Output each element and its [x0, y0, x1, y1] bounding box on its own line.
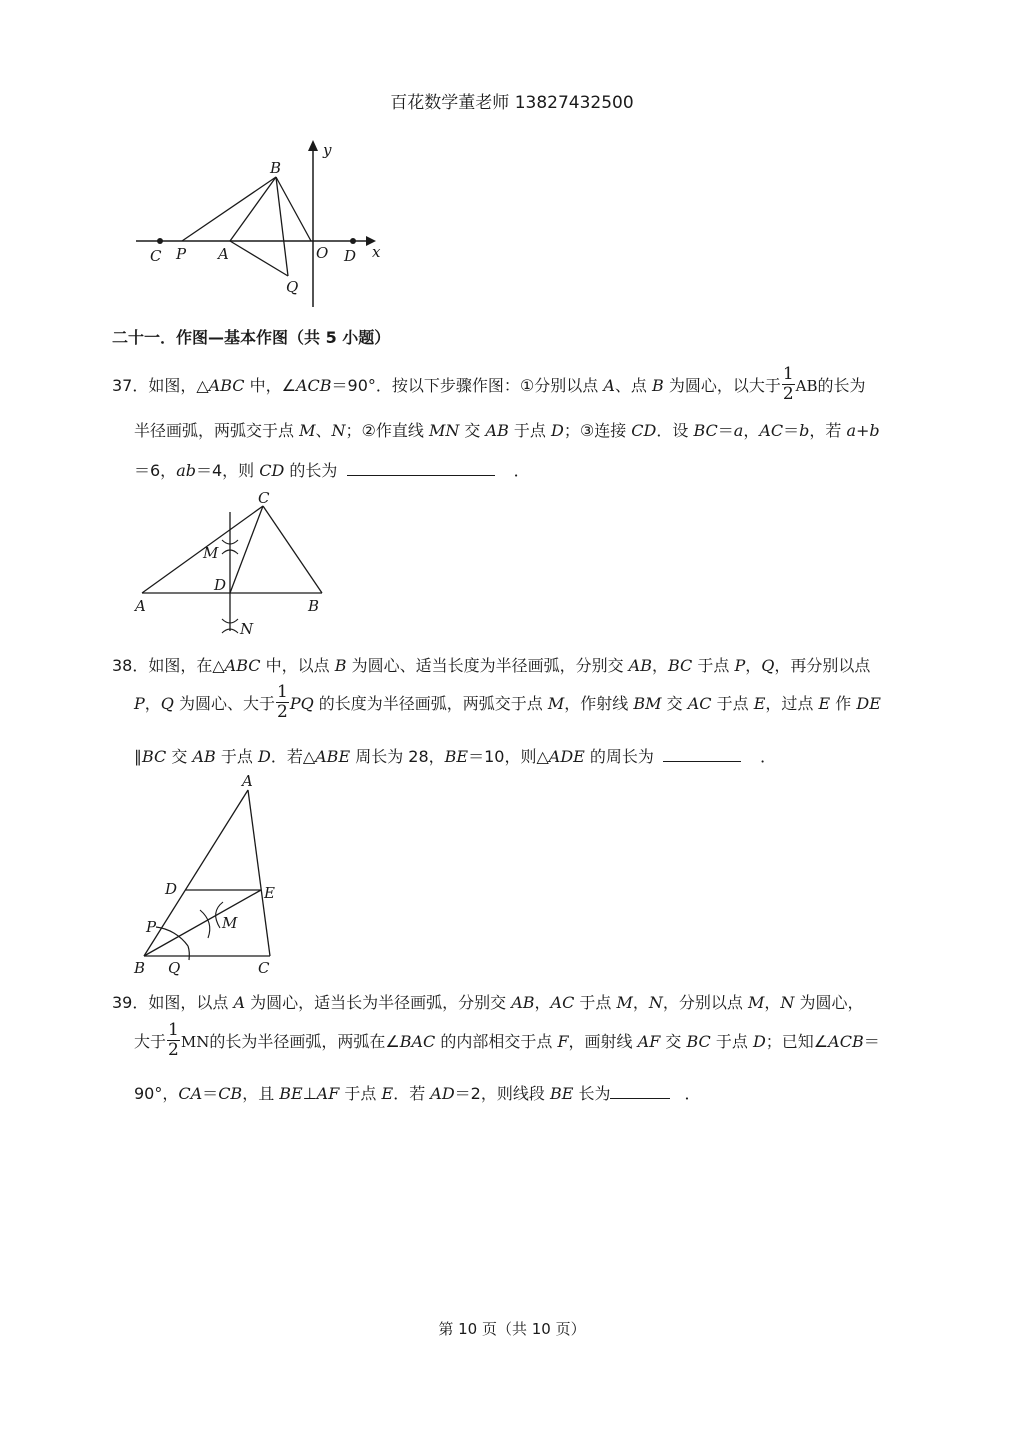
label-B: B: [270, 159, 282, 177]
label-P: P: [146, 918, 157, 936]
label-E: E: [264, 884, 275, 902]
label-x: x: [372, 243, 381, 261]
fraction-numerator: 1: [277, 682, 288, 702]
text: 交: [660, 1032, 687, 1051]
fraction-one-half: [782, 366, 795, 403]
text: 为圆心，: [794, 993, 864, 1012]
text: DE: [856, 694, 881, 713]
page-header: 百花数学董老师 13827432500: [390, 93, 634, 113]
text: ，: [745, 656, 762, 675]
text: M: [547, 694, 565, 713]
text: ＝2，则线段: [454, 1084, 550, 1103]
text: ＝: [863, 1032, 880, 1051]
text: AB: [192, 747, 216, 766]
text: 39．如图，以点: [112, 993, 234, 1012]
text: ．若△: [270, 747, 316, 766]
text: 的长为: [284, 461, 338, 480]
text: CB: [218, 1084, 243, 1103]
text: ，若: [809, 421, 847, 440]
text: D: [752, 1032, 766, 1051]
label-B: B: [308, 597, 320, 615]
text: ＝4，则: [195, 461, 260, 480]
label-C: C: [258, 959, 270, 977]
text: 交: [459, 421, 486, 440]
q39-line1: [112, 990, 864, 1013]
text: MN: [180, 1033, 210, 1051]
text: D: [257, 747, 271, 766]
text: CD: [631, 421, 657, 440]
text: ；已知∠: [765, 1032, 829, 1051]
label-y: y: [323, 141, 332, 159]
text: ADE: [548, 747, 585, 766]
label-A: A: [135, 597, 146, 615]
answer-blank-38[interactable]: [663, 747, 741, 762]
label-Q: Q: [168, 959, 181, 977]
y-axis-arrow: [308, 140, 318, 151]
text: ；③连接: [563, 421, 632, 440]
segment-BO: [276, 177, 311, 241]
text: AB: [795, 377, 818, 395]
text: ；②作直线: [345, 421, 429, 440]
q38-line2: [134, 682, 881, 723]
text: ，且: [242, 1084, 280, 1103]
text: 于点: [711, 694, 754, 713]
text: ，: [651, 656, 668, 675]
text: ．若: [393, 1084, 431, 1103]
text: 长为: [573, 1084, 611, 1103]
text: ab: [176, 461, 196, 480]
segment-BQ: [276, 177, 288, 276]
text: a+b: [846, 421, 880, 440]
label-D: D: [214, 576, 227, 594]
text: ＝10，则△: [468, 747, 549, 766]
text: BC: [668, 656, 693, 675]
q39-line2: [134, 1020, 880, 1061]
label-D: D: [165, 880, 178, 898]
segment-AC: [248, 790, 270, 956]
q37-line2: [134, 418, 880, 441]
text: 作: [830, 694, 857, 713]
text: BAC: [399, 1032, 436, 1051]
text: BM: [633, 694, 662, 713]
text: AC: [759, 421, 784, 440]
text: 中，以点: [260, 656, 335, 675]
text: 、点: [614, 376, 652, 395]
text: AF: [316, 1084, 340, 1103]
fraction-denominator: 2: [782, 384, 794, 404]
text: BC: [142, 747, 167, 766]
text: AF: [637, 1032, 661, 1051]
label-Q: Q: [286, 278, 299, 296]
segment-BC: [263, 506, 322, 593]
label-P: P: [176, 245, 187, 263]
text: 90°，: [134, 1084, 179, 1103]
label-M: M: [222, 914, 238, 932]
segment-AQ: [230, 241, 288, 276]
text: 的内部相交于点: [435, 1032, 558, 1051]
text: ．设: [656, 421, 694, 440]
q38-line1: [112, 653, 870, 676]
label-A: A: [218, 245, 229, 263]
text: A: [603, 376, 615, 395]
text: 、: [315, 421, 332, 440]
text: 的长为: [817, 376, 866, 395]
answer-blank-37[interactable]: [347, 461, 495, 476]
text: 为圆心，适当长为半径画弧，分别交: [245, 993, 512, 1012]
text: E: [753, 694, 766, 713]
text: ，画射线: [568, 1032, 638, 1051]
answer-blank-39[interactable]: [610, 1084, 670, 1099]
text: AD: [430, 1084, 455, 1103]
text: A: [233, 993, 246, 1012]
text: M: [299, 421, 316, 440]
text: F: [557, 1032, 569, 1051]
q39-line3: [134, 1081, 701, 1104]
segment-CD: [230, 506, 263, 593]
text: a: [733, 421, 744, 440]
text: ．: [513, 461, 530, 480]
label-N: N: [240, 620, 254, 638]
text: AC: [687, 694, 712, 713]
text: ，作射线: [564, 694, 634, 713]
text: ，: [743, 421, 760, 440]
text: ．: [760, 747, 777, 766]
text: P: [134, 694, 145, 713]
label-O: O: [316, 244, 329, 262]
text: E: [381, 1084, 394, 1103]
label-C: C: [150, 247, 162, 265]
text: 于点: [574, 993, 617, 1012]
q37-line3: [134, 458, 530, 481]
arc-PQ-ext: [188, 946, 189, 960]
text: ，: [144, 694, 161, 713]
text: AC: [550, 993, 575, 1012]
text: ，过点: [765, 694, 819, 713]
text: 周长为 28，: [350, 747, 445, 766]
fraction-one-half: [276, 684, 289, 721]
text: M: [616, 993, 633, 1012]
label-A: A: [242, 772, 253, 790]
text: ABC: [224, 656, 261, 675]
text: B: [334, 656, 347, 675]
text: ＝90°．按以下步骤作图：①分别以点: [331, 376, 604, 395]
text: 中，∠: [244, 376, 296, 395]
text: ，分别以点: [662, 993, 749, 1012]
text: ，再分别以点: [774, 656, 871, 675]
text: BC: [686, 1032, 711, 1051]
text: AB: [628, 656, 652, 675]
text: 半径画弧，两弧交于点: [134, 421, 300, 440]
text: PQ: [289, 694, 314, 713]
text: 38．如图，在△: [112, 656, 225, 675]
text: 为圆心、适当长度为半径画弧，分别交: [346, 656, 629, 675]
fraction-one-half: [167, 1022, 180, 1059]
text: E: [818, 694, 831, 713]
text: CA: [178, 1084, 203, 1103]
fraction-denominator: 2: [277, 702, 288, 722]
label-D: D: [344, 247, 357, 265]
figure-q38: [128, 770, 298, 980]
text: N: [331, 421, 346, 440]
text: B: [651, 376, 664, 395]
fraction-numerator: 1: [782, 364, 794, 384]
text: ＝: [783, 421, 800, 440]
text: MN: [428, 421, 460, 440]
text: BE: [549, 1084, 574, 1103]
text: ，: [632, 993, 649, 1012]
figure-coordinate-diagram: [130, 135, 390, 315]
text: 的长为半径画弧，两弧在∠: [209, 1032, 400, 1051]
text: AB: [511, 993, 535, 1012]
text: ．: [684, 1084, 701, 1103]
point-D: [350, 238, 356, 244]
text: Q: [160, 694, 174, 713]
text: AB: [485, 421, 509, 440]
text: 交: [166, 747, 193, 766]
text: ABC: [208, 376, 245, 395]
text: N: [780, 993, 795, 1012]
point-C: [157, 238, 163, 244]
text: 为圆心、大于: [173, 694, 275, 713]
q38-line3: [134, 744, 776, 767]
text: ＝: [202, 1084, 219, 1103]
text: ACB: [295, 376, 332, 395]
label-M: M: [203, 544, 219, 562]
text: 交: [661, 694, 688, 713]
text: D: [551, 421, 564, 440]
text: P: [734, 656, 746, 675]
q37-line1: [112, 364, 866, 405]
text: 于点: [692, 656, 735, 675]
section-title: 二十一．作图—基本作图（共 5 小题）: [112, 328, 391, 347]
figure-q37: [130, 488, 340, 643]
text: 于点: [339, 1084, 382, 1103]
text: BE: [279, 1084, 303, 1103]
fraction-denominator: 2: [168, 1040, 179, 1060]
text: CD: [259, 461, 285, 480]
ray-BE: [144, 890, 261, 956]
fraction-numerator: 1: [168, 1020, 179, 1040]
segment-AB: [230, 177, 276, 241]
text: ACB: [828, 1032, 864, 1051]
label-B: B: [134, 959, 146, 977]
text: 37．如图，△: [112, 376, 209, 395]
text: ，: [764, 993, 781, 1012]
text: ＝6，: [134, 461, 177, 480]
text: ∥: [134, 747, 142, 766]
text: M: [748, 993, 765, 1012]
text: b: [799, 421, 810, 440]
text: ABE: [315, 747, 351, 766]
page-footer: 第 10 页（共 10 页）: [438, 1320, 586, 1338]
text: ⊥: [302, 1084, 317, 1103]
text: BC: [693, 421, 718, 440]
segment-PB: [182, 177, 276, 241]
label-C: C: [258, 489, 270, 507]
text: 于点: [215, 747, 258, 766]
text: BE: [444, 747, 469, 766]
text: 为圆心，以大于: [663, 376, 781, 395]
text: 于点: [710, 1032, 753, 1051]
text: ＝: [717, 421, 734, 440]
text: 于点: [508, 421, 552, 440]
text: N: [648, 993, 663, 1012]
text: 的周长为: [584, 747, 654, 766]
text: Q: [761, 656, 775, 675]
text: ，: [534, 993, 551, 1012]
text: 大于: [134, 1032, 167, 1051]
text: 的长度为半径画弧，两弧交于点: [313, 694, 548, 713]
